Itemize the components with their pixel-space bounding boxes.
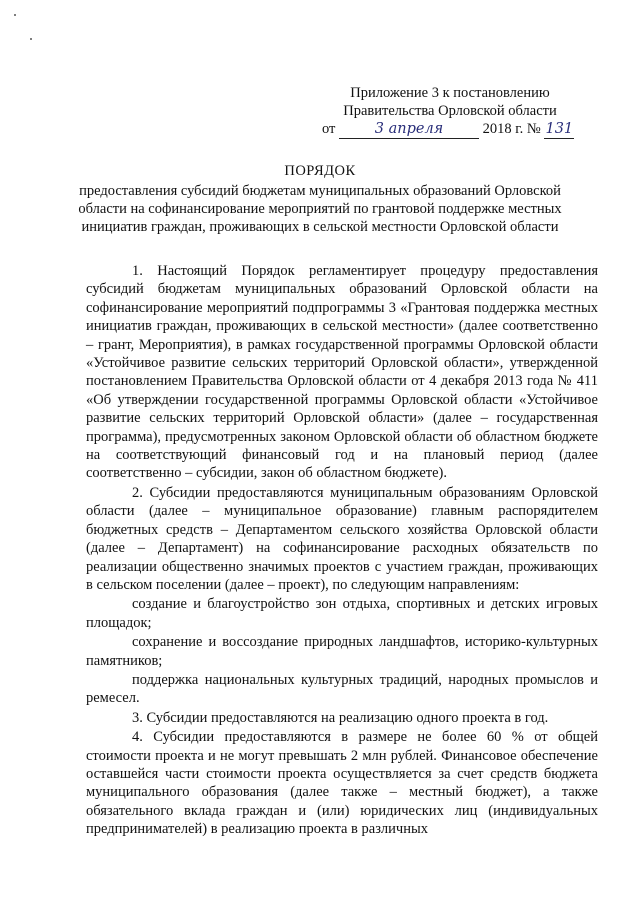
appendix-date-line — [300, 120, 600, 139]
handwritten-date: 3 апреля — [339, 120, 479, 139]
paragraph-3: 3. Субсидии предоставляются на реализацию одного проекта в год. — [132, 709, 549, 726]
appendix-line-1: Приложение 3 к постановлению — [350, 85, 550, 101]
appendix-block — [300, 84, 600, 139]
paragraph-2: 2. Субсидии предоставляются муниципальным образованиям Орловской области (далее – муниципальное образование) главным распорядителем бюджетных средств – Департаментом сельского хозяйства Орловской области (далее – Департамент) на софинансирование расходных обязательств по реализации общественно значимых проектов с участием граждан, проживающих в сельском поселении (далее – проект), по следующим направлениям: — [86, 484, 598, 593]
from-label: от — [322, 121, 336, 137]
document-title — [60, 162, 580, 236]
title-heading: ПОРЯДОК — [284, 163, 356, 179]
year-label: 2018 г. № — [482, 121, 541, 137]
document-body — [86, 262, 598, 839]
handwritten-number: 131 — [545, 121, 574, 137]
scan-speck — [14, 14, 16, 16]
paragraph-direction-1: создание и благоустройство зон отдыха, спортивных и детских игровых площадок; — [86, 596, 598, 631]
appendix-line-2: Правительства Орловской области — [343, 103, 557, 119]
scan-speck — [30, 38, 32, 40]
title-subtitle: предоставления субсидий бюджетам муниципальных образований Орловской области на софинансирование мероприятий по грантовой поддержке местных инициатив граждан, проживающих в сельской местности Орловской области — [78, 183, 562, 235]
paragraph-direction-2: сохранение и воссоздание природных ландшафтов, историко-культурных памятников; — [86, 634, 598, 669]
paragraph-4: 4. Субсидии предоставляются в размере не более 60 % от общей стоимости проекта и не могут превышать 2 млн рублей. Финансовое обеспечение оставшейся части стоимости проекта осуществляется за счет средств бюджета муниципального образования (далее также – местный бюджет), а также обязательного вклада граждан и (или) юридических лиц (индивидуальных предпринимателей) в реализацию проекта в различных — [86, 729, 598, 838]
paragraph-1: 1. Настоящий Порядок регламентирует процедуру предоставления субсидий бюджетам муниципальных образований Орловской области на софинансирование мероприятий подпрограммы 3 «Грантовая поддержка местных инициатив граждан, проживающих в сельской местности» (далее соответственно – грант, Мероприятия), в рамках государственной программы Орловской области «Устойчивое развитие сельских территорий Орловской области», утвержденной постановлением Правительства Орловской области от 4 декабря 2013 года № 411 «Об утверждении государственной программы Орловской области «Устойчивое развитие сельских территорий Орловской области» (далее – государственная программа), предусмотренных законом Орловской области об областном бюджете на соответствующий финансовый год и на плановый период (далее соответственно – субсидии, закон об областном бюджете). — [86, 263, 598, 482]
paragraph-direction-3: поддержка национальных культурных традиций, народных промыслов и ремесел. — [86, 671, 598, 707]
